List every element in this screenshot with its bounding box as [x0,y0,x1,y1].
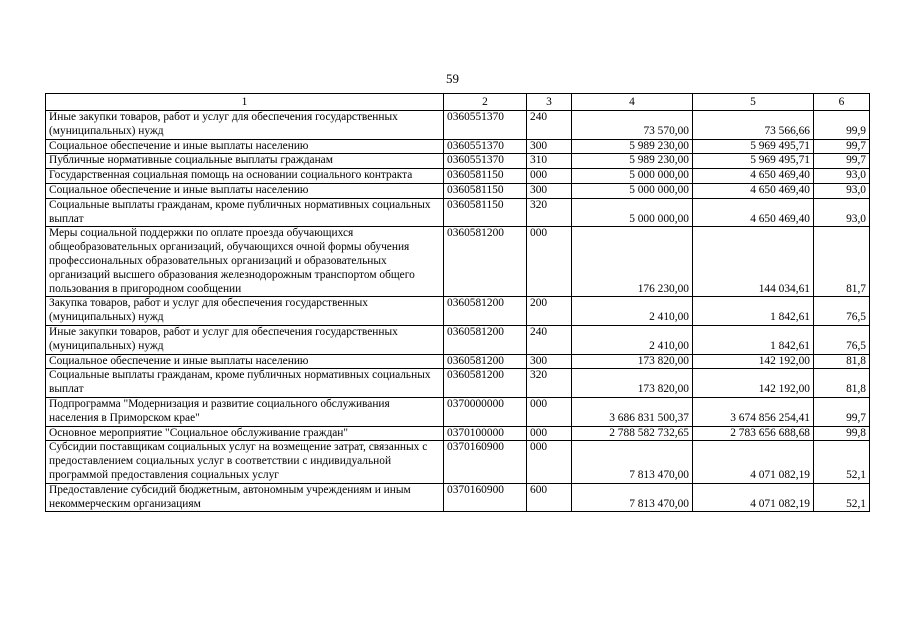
row-name: Основное мероприятие "Социальное обслуживание граждан" [46,426,444,441]
row-code: 0360581200 [444,227,527,297]
row-fact-amount: 4 650 469,40 [693,198,814,227]
table-body [46,111,870,512]
page-number: 59 [446,71,459,86]
row-fact-amount: 4 071 082,19 [693,483,814,512]
row-plan-amount: 5 989 230,00 [572,139,693,154]
row-vr: 320 [527,369,572,398]
row-code: 0360581200 [444,354,527,369]
row-name: Предоставление субсидий бюджетным, автономным учреждениям и иным некоммерческим организациям [46,483,444,512]
row-fact-amount: 73 566,66 [693,111,814,140]
row-plan-amount: 5 000 000,00 [572,169,693,184]
row-percent: 93,0 [814,198,870,227]
row-name: Иные закупки товаров, работ и услуг для обеспечения государственных (муниципальных) нужд [46,325,444,354]
row-plan-amount: 173 820,00 [572,354,693,369]
row-percent: 99,7 [814,397,870,426]
row-percent: 76,5 [814,297,870,326]
row-plan-amount: 2 410,00 [572,297,693,326]
row-vr: 000 [527,169,572,184]
row-vr: 200 [527,297,572,326]
row-vr: 300 [527,354,572,369]
col-header-code: 2 [444,94,527,111]
row-name: Субсидии поставщикам социальных услуг на возмещение затрат, связанных с предоставлением социальных услуг в соответствии с индивидуальной программой предоставления социальных услуг [46,441,444,483]
row-percent: 76,5 [814,325,870,354]
row-fact-amount: 3 674 856 254,41 [693,397,814,426]
row-plan-amount: 5 000 000,00 [572,198,693,227]
row-code: 0360581200 [444,297,527,326]
row-name: Публичные нормативные социальные выплаты гражданам [46,154,444,169]
row-vr: 320 [527,198,572,227]
row-plan-amount: 3 686 831 500,37 [572,397,693,426]
row-plan-amount: 73 570,00 [572,111,693,140]
row-fact-amount: 4 650 469,40 [693,169,814,184]
row-code: 0360551370 [444,139,527,154]
col-header-vr: 3 [527,94,572,111]
col-header-fact: 5 [693,94,814,111]
row-percent: 99,9 [814,111,870,140]
row-plan-amount: 7 813 470,00 [572,483,693,512]
table-row [46,183,870,198]
table-row [46,441,870,483]
row-code: 0370000000 [444,397,527,426]
row-percent: 81,8 [814,369,870,398]
table-row [46,297,870,326]
row-plan-amount: 2 788 582 732,65 [572,426,693,441]
row-fact-amount: 5 969 495,71 [693,154,814,169]
col-header-plan: 4 [572,94,693,111]
table-row [46,397,870,426]
row-fact-amount: 4 650 469,40 [693,183,814,198]
row-fact-amount: 2 783 656 688,68 [693,426,814,441]
row-code: 0370100000 [444,426,527,441]
row-name: Социальные выплаты гражданам, кроме публичных нормативных социальных выплат [46,198,444,227]
row-percent: 81,8 [814,354,870,369]
header-row [46,94,870,111]
table-row [46,426,870,441]
row-plan-amount: 2 410,00 [572,325,693,354]
row-vr: 600 [527,483,572,512]
row-vr: 000 [527,441,572,483]
row-code: 0360581200 [444,369,527,398]
row-name: Меры социальной поддержки по оплате проезда обучающихся общеобразовательных организаций, обучающихся очной формы обучения профессиональных образовательных организаций и образовательных организаций высшего образования железнодорожным транспортом общего пользования в пригородном сообщении [46,227,444,297]
row-name: Социальное обеспечение и иные выплаты населению [46,354,444,369]
row-percent: 52,1 [814,483,870,512]
col-header-name: 1 [46,94,444,111]
row-vr: 000 [527,397,572,426]
row-percent: 81,7 [814,227,870,297]
row-fact-amount: 1 842,61 [693,325,814,354]
row-code: 0370160900 [444,483,527,512]
table-row [46,139,870,154]
row-percent: 52,1 [814,441,870,483]
row-percent: 93,0 [814,169,870,184]
row-vr: 240 [527,325,572,354]
row-fact-amount: 4 071 082,19 [693,441,814,483]
row-fact-amount: 142 192,00 [693,354,814,369]
row-name: Закупка товаров, работ и услуг для обеспечения государственных (муниципальных) нужд [46,297,444,326]
table-row [46,325,870,354]
table-row [46,354,870,369]
table-row [46,154,870,169]
row-name: Социальные выплаты гражданам, кроме публичных нормативных социальных выплат [46,369,444,398]
row-name: Иные закупки товаров, работ и услуг для обеспечения государственных (муниципальных) нужд [46,111,444,140]
row-vr: 310 [527,154,572,169]
row-code: 0360551370 [444,154,527,169]
row-code: 0360551370 [444,111,527,140]
table-header [46,94,870,111]
row-vr: 300 [527,139,572,154]
row-percent: 99,8 [814,426,870,441]
row-name: Социальное обеспечение и иные выплаты населению [46,139,444,154]
row-fact-amount: 1 842,61 [693,297,814,326]
table-row [46,198,870,227]
row-fact-amount: 144 034,61 [693,227,814,297]
row-percent: 99,7 [814,154,870,169]
budget-table [45,93,870,512]
row-vr: 000 [527,227,572,297]
row-fact-amount: 142 192,00 [693,369,814,398]
table-row [46,111,870,140]
row-vr: 240 [527,111,572,140]
row-plan-amount: 7 813 470,00 [572,441,693,483]
row-name: Подпрограмма "Модернизация и развитие социального обслуживания населения в Приморском крае" [46,397,444,426]
col-header-pct: 6 [814,94,870,111]
row-percent: 93,0 [814,183,870,198]
row-vr: 300 [527,183,572,198]
table-row [46,483,870,512]
row-plan-amount: 173 820,00 [572,369,693,398]
row-code: 0360581150 [444,169,527,184]
row-name: Социальное обеспечение и иные выплаты населению [46,183,444,198]
row-vr: 000 [527,426,572,441]
table-row [46,227,870,297]
row-code: 0360581200 [444,325,527,354]
row-plan-amount: 176 230,00 [572,227,693,297]
row-code: 0360581150 [444,183,527,198]
row-name: Государственная социальная помощь на основании социального контракта [46,169,444,184]
row-code: 0360581150 [444,198,527,227]
row-plan-amount: 5 000 000,00 [572,183,693,198]
row-percent: 99,7 [814,139,870,154]
table-row [46,369,870,398]
row-fact-amount: 5 969 495,71 [693,139,814,154]
row-code: 0370160900 [444,441,527,483]
row-plan-amount: 5 989 230,00 [572,154,693,169]
table-row [46,169,870,184]
